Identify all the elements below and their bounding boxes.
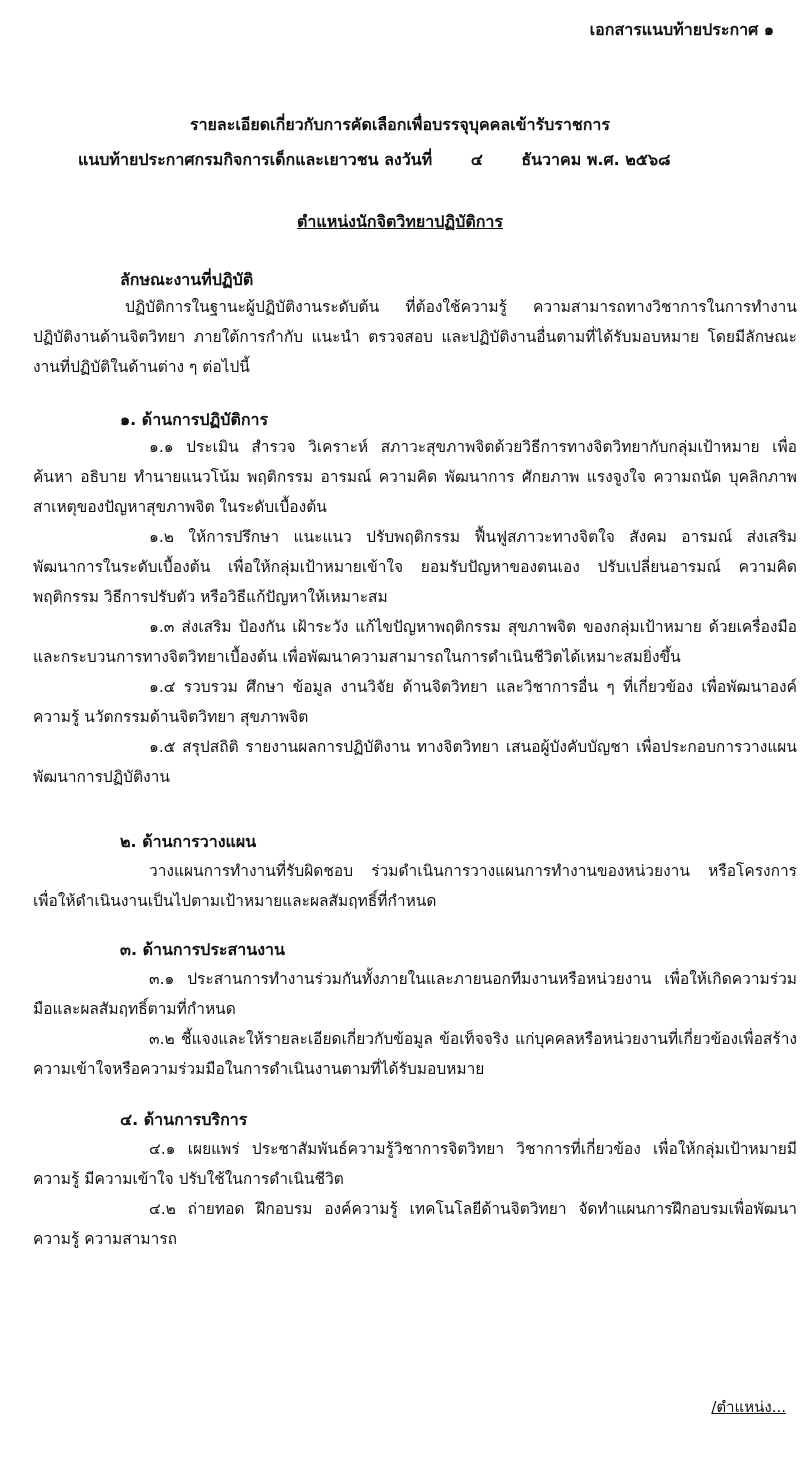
- document-title-line2: [78, 148, 670, 173]
- section4-item: [33, 1134, 797, 1194]
- section1-item: [33, 432, 797, 522]
- position-title: ตำแหน่งนักจิตวิทยาปฏิบัติการ: [297, 212, 503, 231]
- section1-item: [33, 732, 797, 792]
- nature-paragraph: [33, 292, 797, 382]
- section1-item: [33, 612, 797, 672]
- section1-item: [33, 522, 797, 612]
- nature-heading: ลักษณะงานที่ปฏิบัติ: [120, 270, 254, 289]
- section3-heading: ๓. ด้านการประสานงาน: [120, 940, 285, 959]
- announcement-day: ๔: [470, 150, 483, 169]
- section4-heading: ๔. ด้านการบริการ: [120, 1110, 248, 1129]
- section1-item-text: ๑.๑ ประเมิน สำรวจ วิเคราะห์ สภาวะสุขภาพจิตด้วยวิธีการทางจิตวิทยากับกลุ่มเป้าหมาย เพื่อค้นหา อธิบาย ทำนายแนวโน้ม พฤติกรรม อารมณ์ ความคิด พัฒนาการ ศักยภาพ แรงจูงใจ ความถนัด บุคลิกภาพ สาเหตุของปัญหาสุขภาพจิต ในระดับเบื้องต้น: [33, 438, 797, 516]
- document-title-line1: รายละเอียดเกี่ยวกับการคัดเลือกเพื่อบรรจุบุคคลเข้ารับราชการ: [189, 115, 611, 134]
- announcement-month-year: ธันวาคม พ.ศ. ๒๕๖๘: [521, 150, 671, 169]
- section3-item: [33, 964, 797, 1024]
- section1-item-text: ๑.๔ รวบรวม ศึกษา ข้อมูล งานวิจัย ด้านจิตวิทยา และวิชาการอื่น ๆ ที่เกี่ยวข้อง เพื่อพัฒนาองค์ความรู้ นวัตกรรมด้านจิตวิทยา สุขภาพจิต: [33, 678, 797, 726]
- section4-item-text: ๔.๒ ถ่ายทอด ฝึกอบรม องค์ความรู้ เทคโนโลยีด้านจิตวิทยา จัดทำแผนการฝึกอบรมเพื่อพัฒนาความรู้ ความสามารถ: [33, 1200, 797, 1248]
- section1-item-text: ๑.๒ ให้การปรึกษา แนะแนว ปรับพฤติกรรม ฟื้นฟูสภาวะทางจิตใจ สังคม อารมณ์ ส่งเสริมพัฒนาการในระดับเบื้องต้น เพื่อให้กลุ่มเป้าหมายเข้าใจ ยอมรับปัญหาของตนเอง ปรับเปลี่ยนอารมณ์ ความคิด พฤติกรรม วิธีการปรับตัว หรือวิธีแก้ปัญหาให้เหมาะสม: [33, 528, 797, 606]
- section2-text: วางแผนการทำงานที่รับผิดชอบ ร่วมดำเนินการวางแผนการทำงานของหน่วยงาน หรือโครงการ เพื่อให้ดำเนินงานเป็นไปตามเป้าหมายและผลสัมฤทธิ์ที่กำหนด: [33, 862, 797, 910]
- section3-item-text: ๓.๒ ชี้แจงและให้รายละเอียดเกี่ยวกับข้อมูล ข้อเท็จจริง แก่บุคคลหรือหน่วยงานที่เกี่ยวข้องเพื่อสร้างความเข้าใจหรือความร่วมมือในการดำเนินงานตามที่ได้รับมอบหมาย: [33, 1030, 797, 1078]
- section4-item: [33, 1194, 797, 1254]
- section2-paragraph: [33, 856, 797, 916]
- section4-item-text: ๔.๑ เผยแพร่ ประชาสัมพันธ์ความรู้วิชาการจิตวิทยา วิชาการที่เกี่ยวข้อง เพื่อให้กลุ่มเป้าหมายมีความรู้ มีความเข้าใจ ปรับใช้ในการดำเนินชีวิต: [33, 1140, 797, 1188]
- document-reference: เอกสารแนบท้ายประกาศ ๑: [589, 20, 774, 39]
- announcement-prefix: แนบท้ายประกาศกรมกิจการเด็กและเยาวชน ลงวันที่: [78, 150, 433, 169]
- section2-heading: ๒. ด้านการวางแผน: [120, 832, 257, 851]
- section1-item: [33, 672, 797, 732]
- continued-page-reference: /ตำแหน่ง...: [711, 1398, 786, 1416]
- nature-text: ปฏิบัติการในฐานะผู้ปฏิบัติงานระดับต้น ที่ต้องใช้ความรู้ ความสามารถทางวิชาการในการทำงาน ปฏิบัติงานด้านจิตวิทยา ภายใต้การกำกับ แนะนำ ตรวจสอบ และปฏิบัติงานอื่นตามที่ได้รับมอบหมาย โดยมีลักษณะงานที่ปฏิบัติในด้านต่าง ๆ ต่อไปนี้: [33, 298, 797, 376]
- section3-item: [33, 1024, 797, 1084]
- section3-item-text: ๓.๑ ประสานการทำงานร่วมกันทั้งภายในและภายนอกทีมงานหรือหน่วยงาน เพื่อให้เกิดความร่วมมือและผลสัมฤทธิ์ตามที่กำหนด: [33, 970, 797, 1018]
- section1-item-text: ๑.๕ สรุปสถิติ รายงานผลการปฏิบัติงาน ทางจิตวิทยา เสนอผู้บังคับบัญชา เพื่อประกอบการวางแผน พัฒนาการปฏิบัติงาน: [33, 738, 797, 786]
- section1-item-text: ๑.๓ ส่งเสริม ป้องกัน เฝ้าระวัง แก้ไขปัญหาพฤติกรรม สุขภาพจิต ของกลุ่มเป้าหมาย ด้วยเครื่องมือและกระบวนการทางจิตวิทยาเบื้องต้น เพื่อพัฒนาความสามารถในการดำเนินชีวิตได้เหมาะสมยิ่งขึ้น: [33, 618, 797, 666]
- section1-heading: ๑. ด้านการปฏิบัติการ: [120, 410, 269, 429]
